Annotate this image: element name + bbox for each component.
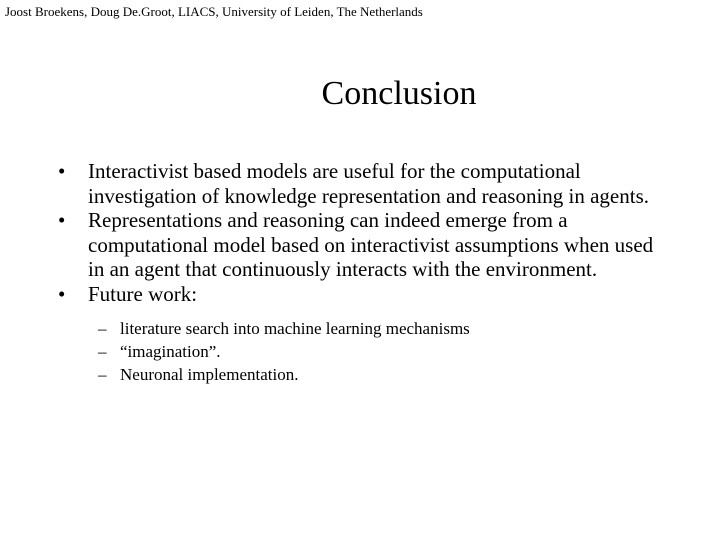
bullet-item [58,282,668,387]
bullet-icon: • [58,208,66,232]
sub-bullet-item [98,363,668,386]
bullet-icon: • [58,159,66,183]
sub-bullet-text: Neuronal implementation. [120,365,299,384]
slide-title: Conclusion [321,75,477,112]
bullet-text: Future work: [88,281,198,306]
bullet-item [58,159,668,208]
dash-icon: – [98,342,107,361]
sub-bullet-list [88,317,668,386]
bullet-text: Interactivist based models are useful for the computational investigation of knowledge representation and reasoning in agents. [88,159,650,208]
dash-icon: – [98,365,107,384]
bullet-text: Representations and reasoning can indeed emerge from a computational model based on interactivist assumptions when used in an agent that continuously interacts with the environment. [88,208,654,281]
sub-bullet-item [98,317,668,340]
sub-bullet-text: “imagination”. [120,342,221,361]
dash-icon: – [98,319,107,338]
bullet-icon: • [58,281,66,306]
sub-bullet-text: literature search into machine learning mechanisms [120,319,470,338]
bullet-list [58,159,668,386]
sub-bullet-item [98,340,668,363]
author-header: Joost Broekens, Doug De.Groot, LIACS, University of Leiden, The Netherlands [5,4,423,19]
bullet-item [58,208,668,282]
